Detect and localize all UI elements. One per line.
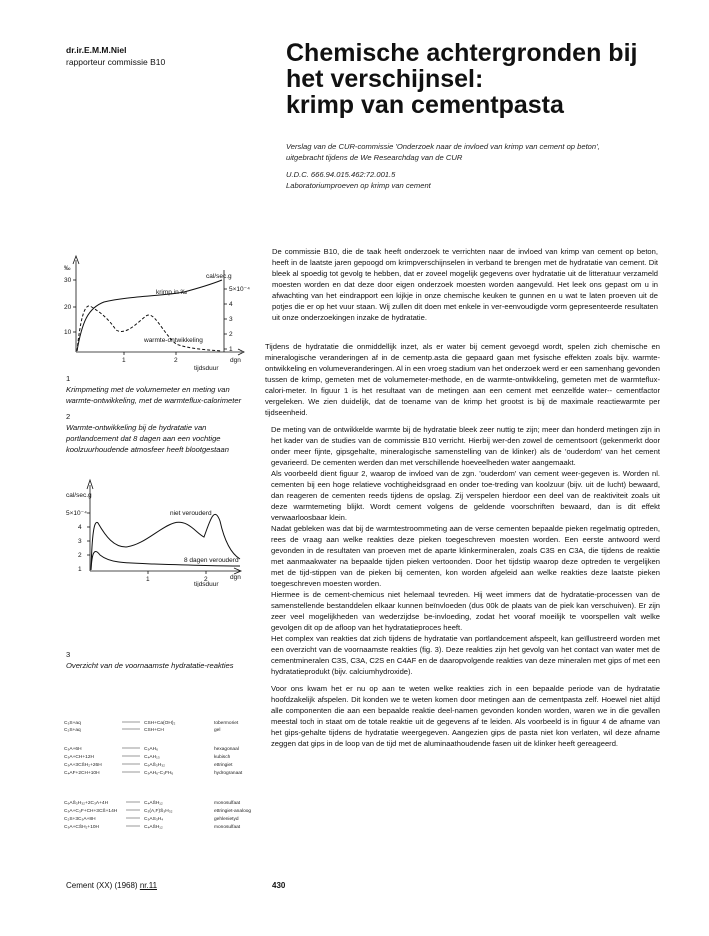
figure-3-number: 3 xyxy=(66,650,71,659)
fig1-y2-tick: 3 xyxy=(229,316,233,323)
reaction-note: ettringiet xyxy=(214,763,233,768)
figure-1 xyxy=(64,252,254,374)
paragraph-peaks: Nadat gebleken was dat bij de warmtestroommeting aan de verse cementen bepaalde pieken regelmatig optreden, rees de vraag aan welke reakties deze pieken toegeschreven moesten worden. Een eerste antwoord werd gevonden in de resultaten van proeven met de aparte klinkermineralen, zoals C3S en C3A, die tijdens de reaktie met aanmaakwater na bepaalde tijden pieken vertoonden. Door het tijdstip waarop deze optreden te vergelijken met de tijd-stippen van de pieken bij cementen, kon worden afgeleid aan welke reakties deze laatste pieken toegeschreven moesten worden. xyxy=(271,524,660,588)
reaction-reactants: C₃S+aq xyxy=(64,721,81,726)
figure-1-caption xyxy=(66,373,256,406)
fig2-y-tick: 2 xyxy=(78,552,82,559)
fig2-x-tick: 2 xyxy=(204,576,208,583)
figure-3-caption-text: Overzicht van de voornaamste hydratatie-reakties xyxy=(66,661,234,670)
paragraph-chemist: Hiermee is de cement-chemicus niet helemaal tevreden. Hij weet immers dat de hydratatie-processen van de samenstellende bestanddelen elkaar kunnen beïnvloeden (dus 00k de plaats van de piek kan verschuiven). Er zijn zeer veel mogelijkheden van wederzijdse be-invloeding, zodat het vooraf moeilijk te voorspellen valt welke gevolgen dit op de afloop van het hydratatieproces heeft. xyxy=(271,590,660,632)
reaction-group-silicates xyxy=(64,720,239,733)
reaction-reactants: C₂S+aq xyxy=(64,728,81,733)
fig1-y-tick: 20 xyxy=(64,304,72,311)
reaction-reactants: C₂S+3C₃A+8H xyxy=(64,817,96,822)
fig2-y-tick: 4 xyxy=(78,524,82,531)
reaction-reactants: C₃A+C₃F+CH+3CS̄+14H xyxy=(64,809,118,814)
reaction-products: C₃AH₆ xyxy=(144,747,159,752)
figure-2-caption-text: Warmte-ontwikkeling bij de hydratatie van portlandcement dat 8 dagen aan een vochtige koolzuurhoudende atmosfeer heeft blootgestaan xyxy=(66,423,229,454)
fig1-y-tick: 10 xyxy=(64,329,72,336)
title-line-2: het verschijnsel: xyxy=(286,65,484,93)
fig2-x-unit: dgn xyxy=(230,574,241,581)
reaction-group-secondary xyxy=(64,799,251,830)
reaction-products: C₄AS̄H₁₂ xyxy=(144,801,163,806)
fig2-label-aged: 8 dagen verouderd xyxy=(184,557,239,564)
fig1-y2-tick: 4 xyxy=(229,301,233,308)
reaction-products: C₃(A,F)S̄₃H₃₂ xyxy=(144,809,173,814)
reaction-products: C₄AH₁₃ xyxy=(144,755,160,760)
figure-2-graph xyxy=(64,475,254,587)
reaction-note: monosulfaat xyxy=(214,801,241,806)
fig2-y-tick: 1 xyxy=(78,566,82,573)
fig2-label-fresh: niet verouderd xyxy=(170,510,212,517)
reaction-products: C₄AS̄H₁₂ xyxy=(144,825,163,830)
fig2-y-tick: 3 xyxy=(78,538,82,545)
fig1-x-label: tijdsduur xyxy=(194,365,219,372)
paragraph-reactions: Het complex van reakties dat zich tijdens de hydratatie van portlandcement afspeelt, kan geïllustreerd worden met een overzicht van de voornaamste reakties (fig. 3). Deze reakties zijn het gevolg van het contact van water met de cementmineralen C3S, C3A, C2S en C4AF en de daaropvolgende reakties van deze mineralen met gips of met een hydratatieprodukt (bijv. calciumhydroxide). xyxy=(271,634,660,676)
journal-name: Cement (XX) (1968) xyxy=(66,881,140,890)
journal-issue: nr.11 xyxy=(139,881,158,890)
fig1-x-tick: 2 xyxy=(174,357,178,364)
figure-1-graph xyxy=(64,252,254,374)
figure-3 xyxy=(64,718,264,836)
reaction-note: hydrogranaat xyxy=(214,771,243,776)
paragraph-hydration: Tijdens de hydratatie die onmiddellijk inzet, als er water bij cement gevoegd wordt, spelen zich chemische en mineralogische veranderingen af in de cementp.asta die gepaard gaan met fysische effekten zoals bijv. warmte-ontwikkeling en volumeveranderingen. Al in een vroeg stadium van het onderzoek werd er een samenhang gevonden tussen de krimp, gemeten met de volumemeter-methode, en de warmte-ontwikkeling, gemeten met de warmteflux-calori-meter. In figuur 1 is het resultaat van de metingen aan een cement met eenzelfde water-- cementfactor vergeleken. We zien duidelijk, dat de toename van de krimp het grootst is bij de maximale reactiewarmte per tijdseenheid. xyxy=(265,342,660,417)
fig2-x-label: tijdsduur xyxy=(194,581,219,587)
author-block xyxy=(66,44,256,68)
reaction-reactants: C₃A+CH+12H xyxy=(64,755,94,760)
reaction-reactants: C₄AF+2CH+10H xyxy=(64,771,100,776)
fig2-y-unit: cal/sec.g xyxy=(66,492,92,499)
reaction-reactants: C₆AS̄₃H₃₂+2C₃A+4H xyxy=(64,801,109,806)
reaction-products: C₆AS̄₃H₃₂ xyxy=(144,763,166,768)
title-line-1: Chemische achtergronden bij xyxy=(286,39,638,67)
figure-2-caption xyxy=(66,411,256,455)
reaction-group-aluminates xyxy=(64,746,243,776)
figure-2-number: 2 xyxy=(66,412,71,421)
classification-note xyxy=(286,169,676,191)
reaction-products: CSH+CH xyxy=(144,728,164,733)
fig1-label-shrinkage: krimp in ‰ xyxy=(156,289,188,296)
journal-reference xyxy=(66,881,157,890)
author-role: rapporteur commissie B10 xyxy=(66,57,166,67)
reaction-reactants: C₃A+3CS̄H₂+26H xyxy=(64,763,102,768)
report-note-line-1: Verslag van de CUR-commissie 'Onderzoek naar de invloed van krimp van cement op beton', xyxy=(286,142,600,151)
author-name: dr.ir.E.M.M.Niel xyxy=(66,45,127,55)
figure-1-number: 1 xyxy=(66,374,71,383)
reaction-products: C₃AS₃H₄ xyxy=(144,817,164,822)
figure-1-caption-text: Krimpmeting met de volumemeter en meting van warmte-ontwikkeling, met de warmteflux-calorimeter xyxy=(66,385,242,405)
fig1-x-unit: dgn xyxy=(230,357,241,364)
fig1-y-tick: 30 xyxy=(64,277,72,284)
body-column xyxy=(265,341,660,749)
lab-subject: Laboratoriumproeven op krimp van cement xyxy=(286,181,431,190)
reaction-note: hexagonaal xyxy=(214,747,239,752)
fig1-x-tick: 1 xyxy=(122,357,126,364)
paragraph-heat-measurement: De meting van de ontwikkelde warmte bij de hydratatie bleek zeer nuttig te zijn; meer dan honderd metingen zijn in het kader van de studies van de commissie B10 verricht. Hierbij wer-den zowel de cementsoort (gekenmerkt door onder meer fijnte, gipsgehalte, mineralogische samenstelling van de klinker) als de 'ouderdom' van het cement gevarieerd. De cementen werden dan met verschillende hoeveelheden water aangemaakt. xyxy=(271,425,660,467)
paragraph-gypsum: Voor ons kwam het er nu op aan te weten welke reakties zich in een bepaalde periode van de hydratatie hoofdzakelijk afspelen. Dit konden we te weten komen door metingen aan de cementpasta zelf. Hoewel niet altijd alle componenten die aan een bepaalde reaktie deel-namen gevonden konden worden, waren we in die gevallen meestal toch in staat om de totale reaktie uit de gegevens af te leiden. Als voorbeeld is in figuur 4 de afname van het gips-gehalte tijdens de hydratatie weergegeven. Aangezien gips de pasta niet kon verlaten, wil deze afname zeggen dat gips in de loop van de tijd met de aluminaathoudende fasen uit de klinker heeft gereageerd. xyxy=(271,684,660,748)
reaction-note: kubisch xyxy=(214,755,231,760)
fig1-label-heat: warmte-ontwikkeling xyxy=(144,337,203,344)
reaction-note: ettringiet-analoog xyxy=(214,809,252,814)
fig1-y2-tick: 2 xyxy=(229,331,233,338)
reaction-reactants: C₃A+CS̄H₂+10H xyxy=(64,825,100,830)
article-title xyxy=(286,40,686,118)
udc-code: U.D.C. 666.94.015.462:72.001.5 xyxy=(286,170,396,179)
figure-3-caption xyxy=(66,649,256,671)
fig1-curve-heat xyxy=(77,306,222,351)
reaction-note: gel xyxy=(214,728,221,733)
reaction-note: tobermoriet xyxy=(214,721,239,726)
fig1-y2-tick: 1 xyxy=(229,346,233,353)
reaction-note: gehlenietyd xyxy=(214,817,239,822)
fig1-y-unit: ‰ xyxy=(64,265,71,272)
report-note xyxy=(286,141,676,163)
page-number: 430 xyxy=(272,881,286,890)
fig1-y2-unit: cal/sec.g xyxy=(206,273,232,280)
reaction-note: monosulfaat xyxy=(214,825,241,830)
report-note-line-2: uitgebracht tijdens de We Researchdag van de CUR xyxy=(286,153,463,162)
fig1-y2-tick: 5×10⁻⁴ xyxy=(229,286,250,293)
reaction-products: CSH+Ca(OH)₂ xyxy=(144,721,176,726)
fig2-x-tick: 1 xyxy=(146,576,150,583)
figure-3-reactions xyxy=(64,718,264,836)
paragraph-intro: De commissie B10, die de taak heeft onderzoek te verrichten naar de invloed van krimp van cement op beton, heeft in de laatste jaren gepoogd om krimpverschijnselen in verband te brengen met de hydratatie van cement. Dit bleek al spoedig tot gevolg te hebben, dat er zoveel mogelijk gegevens over hydratatie uit de litteratuur verzameld moesten worden en dat deze door eigen onderzoek moesten worden aangevuld. Het leek ons gepast om u in afwachting van het eindrapport een kijkje in onze chemische keuken te gunnen en u wat te laten proeven uit de potjes die er op het vuur staan. Wij zullen dit doen met enkele in ver-eenvoudigde vorm gepresenteerde resultaten uit onze onderzoekingen inzake de hydratatie. xyxy=(272,247,658,322)
title-line-3: krimp van cementpasta xyxy=(286,91,564,119)
figure-2 xyxy=(64,475,254,587)
reaction-products: C₃AH₆-C₃FH₆ xyxy=(144,771,174,776)
reaction-reactants: C₃A+6H xyxy=(64,747,82,752)
fig2-y-tick: 5×10⁻⁴ xyxy=(66,510,87,517)
intro-paragraph xyxy=(272,246,658,323)
paragraph-figure-2: Als voorbeeld dient figuur 2, waarop de invloed van de zgn. 'ouderdom' van cement weer-gegeven is. Worden nl. cementen bij een hoge relatieve vochtigheidsgraad en onder toe-treding van koolzuur (bijv. uit de lucht) bewaard, dan reageren de cementen reeds tijdens de opslag. Zij verspelen hierdoor een deel van de reaktiviteit zoals uit deze warmtemeting blijkt. Wordt cement volgens de geldende voorschriften bewaard, dan is dit effekt verwaarloosbaar klein. xyxy=(271,469,660,522)
reaction-arrows xyxy=(122,722,140,826)
